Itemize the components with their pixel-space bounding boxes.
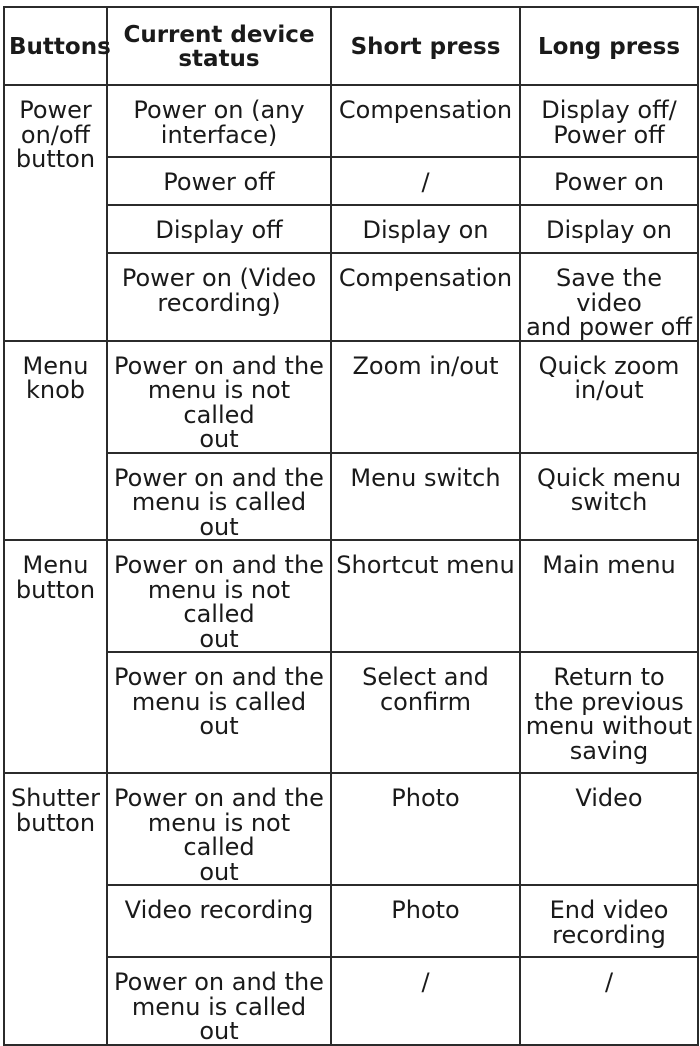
long-press-cell: Main menu [520,540,698,652]
long-press-cell: Display off/ Power off [520,85,698,157]
long-press-cell: Display on [520,205,698,253]
short-press-cell: Compensation [331,85,520,157]
button-name-menu-knob: Menu knob [4,341,107,541]
table-row [4,957,698,1045]
status-cell: Power on and the menu is not called out [107,341,331,453]
table-row [4,885,698,957]
table-row [4,85,698,157]
header-buttons: Buttons [4,7,107,85]
table-row [4,253,698,341]
long-press-cell: Video [520,773,698,885]
long-press-cell: Return to the previous menu without saving [520,652,698,773]
button-name-shutter: Shutter button [4,773,107,1045]
status-cell: Power on and the menu is not called out [107,540,331,652]
status-cell: Power on (any interface) [107,85,331,157]
long-press-cell: Power on [520,157,698,205]
table-row [4,341,698,453]
table-row [4,157,698,205]
short-press-cell: / [331,157,520,205]
short-press-cell: Shortcut menu [331,540,520,652]
long-press-cell: / [520,957,698,1045]
long-press-cell: Quick zoom in/out [520,341,698,453]
status-cell: Video recording [107,885,331,957]
status-cell: Power on and the menu is called out [107,957,331,1045]
table-row [4,540,698,652]
status-cell: Power off [107,157,331,205]
table-row [4,652,698,773]
button-function-table [3,6,699,1046]
table-row [4,205,698,253]
short-press-cell: Compensation [331,253,520,341]
status-cell: Power on and the menu is not called out [107,773,331,885]
short-press-cell: Photo [331,773,520,885]
button-name-power: Power on/off button [4,85,107,341]
status-cell: Power on and the menu is called out [107,652,331,773]
long-press-cell: Save the video and power off [520,253,698,341]
header-short-press: Short press [331,7,520,85]
header-row [4,7,698,85]
short-press-cell: Select and confirm [331,652,520,773]
long-press-cell: Quick menu switch [520,453,698,541]
button-name-menu-button: Menu button [4,540,107,773]
short-press-cell: / [331,957,520,1045]
header-current-device-status: Current device status [107,7,331,85]
short-press-cell: Menu switch [331,453,520,541]
status-cell: Display off [107,205,331,253]
table-row [4,773,698,885]
long-press-cell: End video recording [520,885,698,957]
header-long-press: Long press [520,7,698,85]
status-cell: Power on (Video recording) [107,253,331,341]
short-press-cell: Display on [331,205,520,253]
table-row [4,453,698,541]
short-press-cell: Zoom in/out [331,341,520,453]
short-press-cell: Photo [331,885,520,957]
status-cell: Power on and the menu is called out [107,453,331,541]
